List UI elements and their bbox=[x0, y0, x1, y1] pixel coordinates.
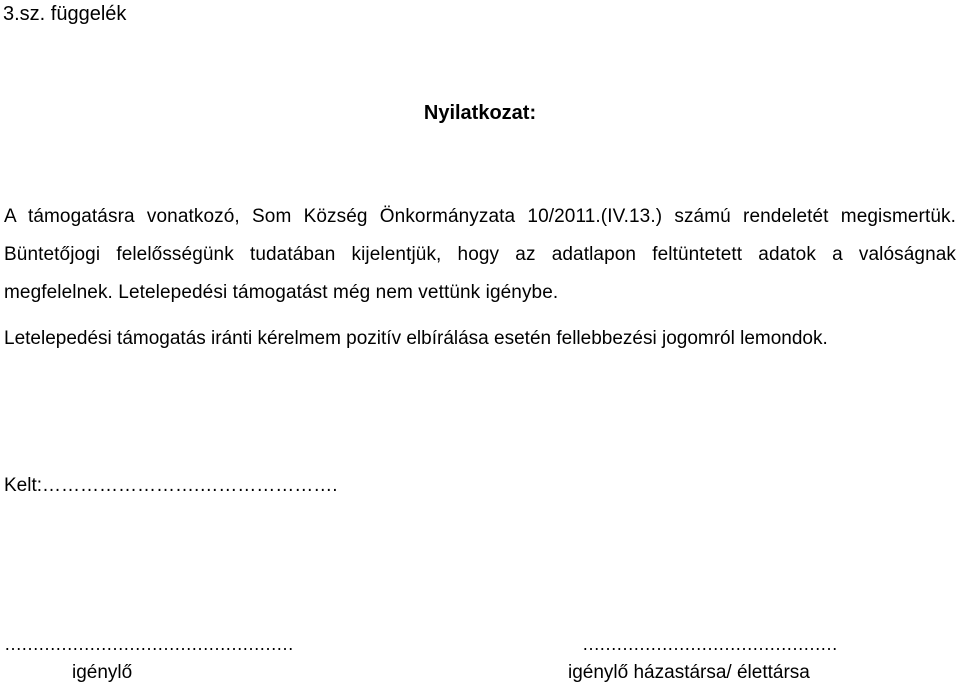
waiver-paragraph: Letelepedési támogatás iránti kérelmem pozitív elbírálása esetén fellebbezési jogomról lemondok. bbox=[4, 328, 828, 349]
declaration-line-2: Büntetőjogi felelősségünk tudatában kijelentjük, hogy az adatlapon feltüntetett adatok a valóságnak bbox=[4, 244, 956, 265]
declaration-paragraph bbox=[4, 198, 956, 312]
applicant-signature-caption: igénylő bbox=[72, 662, 133, 683]
spouse-signature-block bbox=[556, 634, 856, 685]
declaration-line-1: A támogatásra vonatkozó, Som Község Önkormányzata 10/2011.(IV.13.) számú rendeletét megismertük. bbox=[4, 206, 956, 227]
date-line: Kelt:…………………….…………………. bbox=[4, 475, 338, 496]
spouse-signature-caption: igénylő házastársa/ élettársa bbox=[568, 662, 810, 683]
document-title: Nyilatkozat: bbox=[423, 102, 537, 124]
spouse-signature-line: ……………………………………… bbox=[582, 634, 837, 654]
declaration-line-3: megfelelnek. Letelepedési támogatást még nem vettünk igénybe. bbox=[4, 282, 559, 303]
applicant-signature-block bbox=[4, 634, 293, 685]
applicant-signature-line: …………………………………………… bbox=[4, 634, 293, 654]
annex-label: 3.sz. függelék bbox=[3, 3, 127, 25]
